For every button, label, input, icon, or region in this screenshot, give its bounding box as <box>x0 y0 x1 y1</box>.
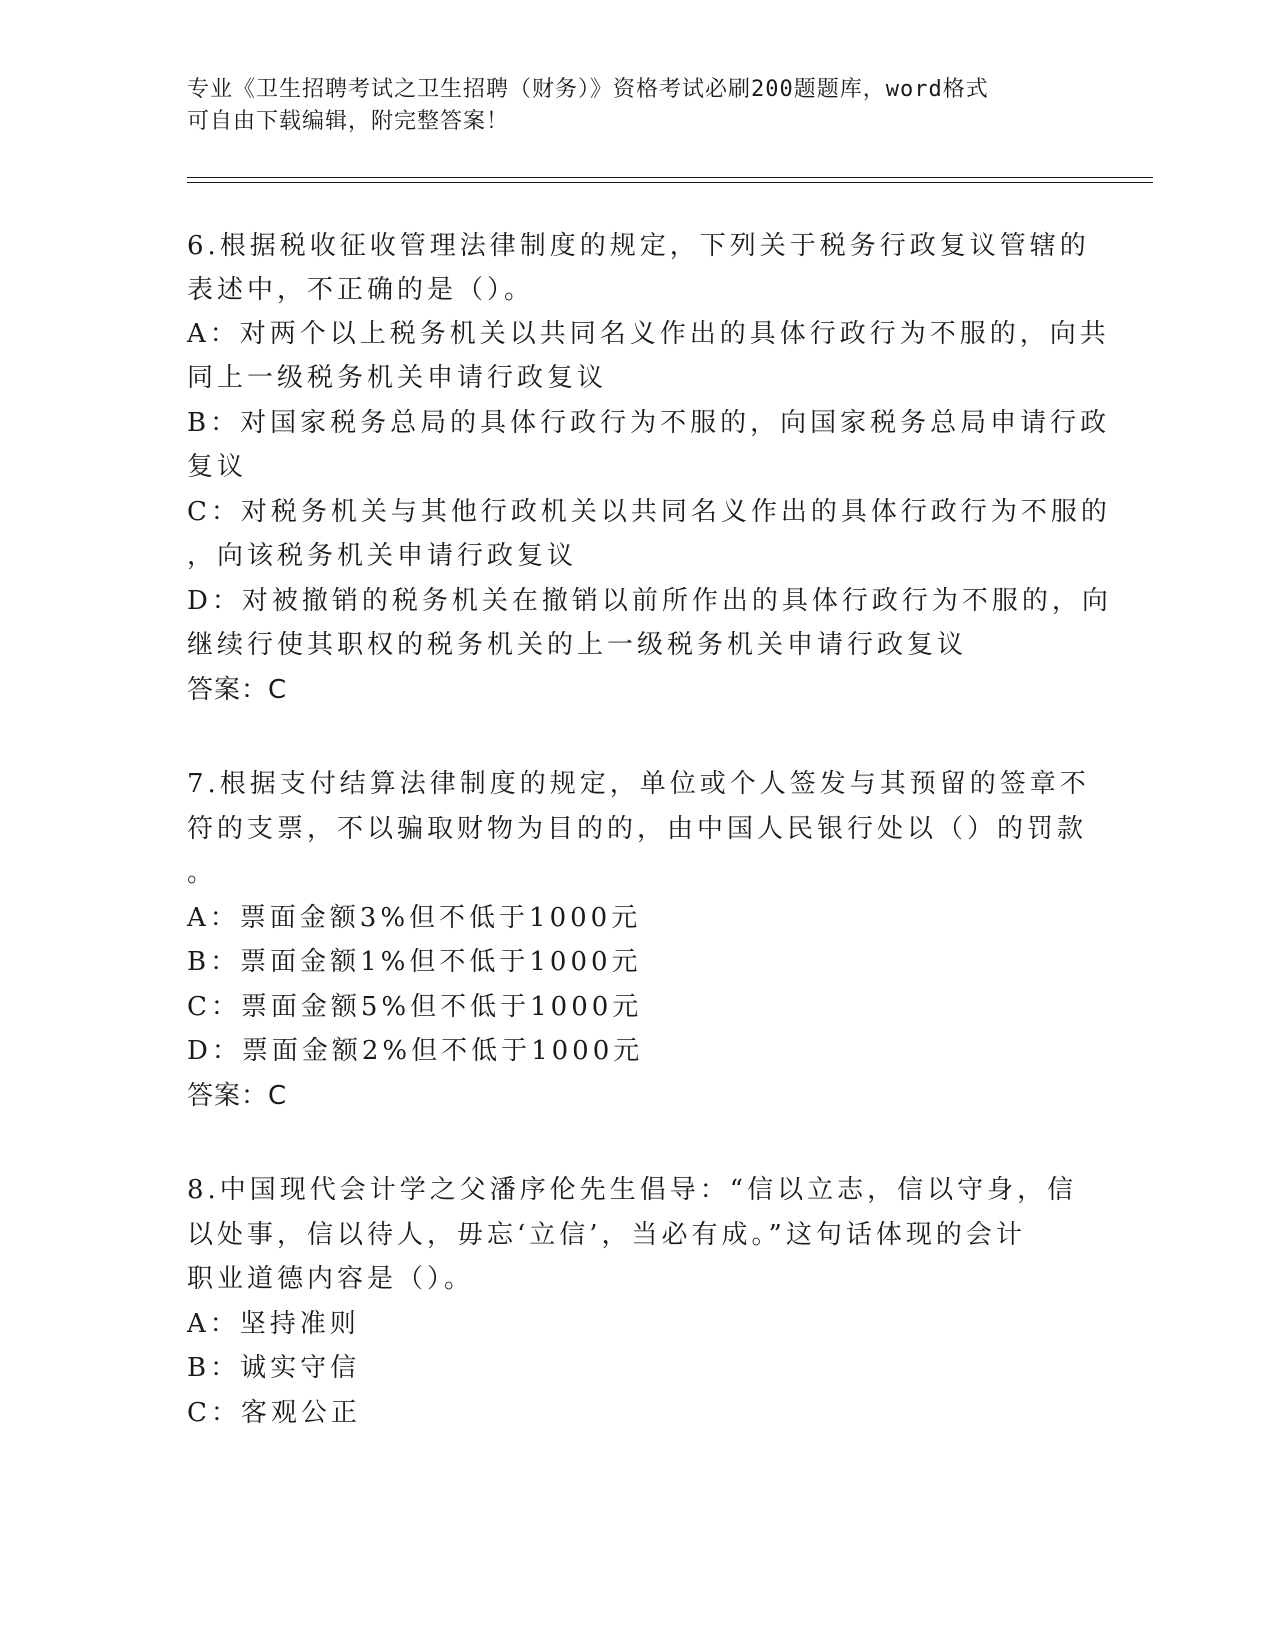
option-d-line: 继续行使其职权的税务机关的上一级税务机关申请行政复议 <box>187 630 968 660</box>
option-b-line: B：诚实守信 <box>187 1353 361 1383</box>
header-title-line-1: 专业《卫生招聘考试之卫生招聘（财务）》资格考试必刷200题题库，word格式 <box>187 77 989 102</box>
question-stem-line: 职业道德内容是（）。 <box>187 1264 475 1294</box>
option-b-line: 复议 <box>187 452 248 482</box>
question-stem-line: 6.根据税收征收管理法律制度的规定，下列关于税务行政复议管辖的 <box>187 231 1090 261</box>
answer-label: 答案：C <box>187 1081 288 1111</box>
option-d-line: D：票面金额2%但不低于1000元 <box>187 1036 644 1066</box>
header-divider-bottom <box>187 182 1153 183</box>
option-a-line: A：票面金额3%但不低于1000元 <box>187 903 642 933</box>
option-a-line: 同上一级税务机关申请行政复议 <box>187 363 608 393</box>
header-title-line-2: 可自由下载编辑，附完整答案！ <box>187 109 510 134</box>
question-stem-line: 以处事，信以待人，毋忘‘立信’，当必有成。”这句话体现的会计 <box>187 1220 1026 1250</box>
document-header <box>187 74 1067 138</box>
question-stem-line: 符的支票，不以骗取财物为目的的，由中国人民银行处以（）的罚款 <box>187 814 1088 844</box>
question-stem-line: 表述中，不正确的是（）。 <box>187 275 535 305</box>
answer-label: 答案：C <box>187 675 288 705</box>
header-divider-top <box>187 177 1153 178</box>
option-a-line: A：对两个以上税务机关以共同名义作出的具体行政行为不服的，向共 <box>187 319 1110 349</box>
option-b-line: B：对国家税务总局的具体行政行为不服的，向国家税务总局申请行政 <box>187 408 1111 438</box>
option-c-line: ，向该税务机关申请行政复议 <box>187 541 578 571</box>
option-c-line: C：票面金额5%但不低于1000元 <box>187 992 643 1022</box>
option-c-line: C：对税务机关与其他行政机关以共同名义作出的具体行政行为不服的 <box>187 497 1111 527</box>
question-stem-line: 7.根据支付结算法律制度的规定，单位或个人签发与其预留的签章不 <box>187 769 1090 799</box>
question-stem-line: 。 <box>187 858 218 888</box>
option-c-line: C：客观公正 <box>187 1398 361 1428</box>
question-stem-line: 8.中国现代会计学之父潘序伦先生倡导：“信以立志，信以守身，信 <box>187 1175 1078 1205</box>
option-d-line: D：对被撤销的税务机关在撤销以前所作出的具体行政行为不服的，向 <box>187 586 1112 616</box>
option-a-line: A：坚持准则 <box>187 1309 360 1339</box>
option-b-line: B：票面金额1%但不低于1000元 <box>187 947 642 977</box>
